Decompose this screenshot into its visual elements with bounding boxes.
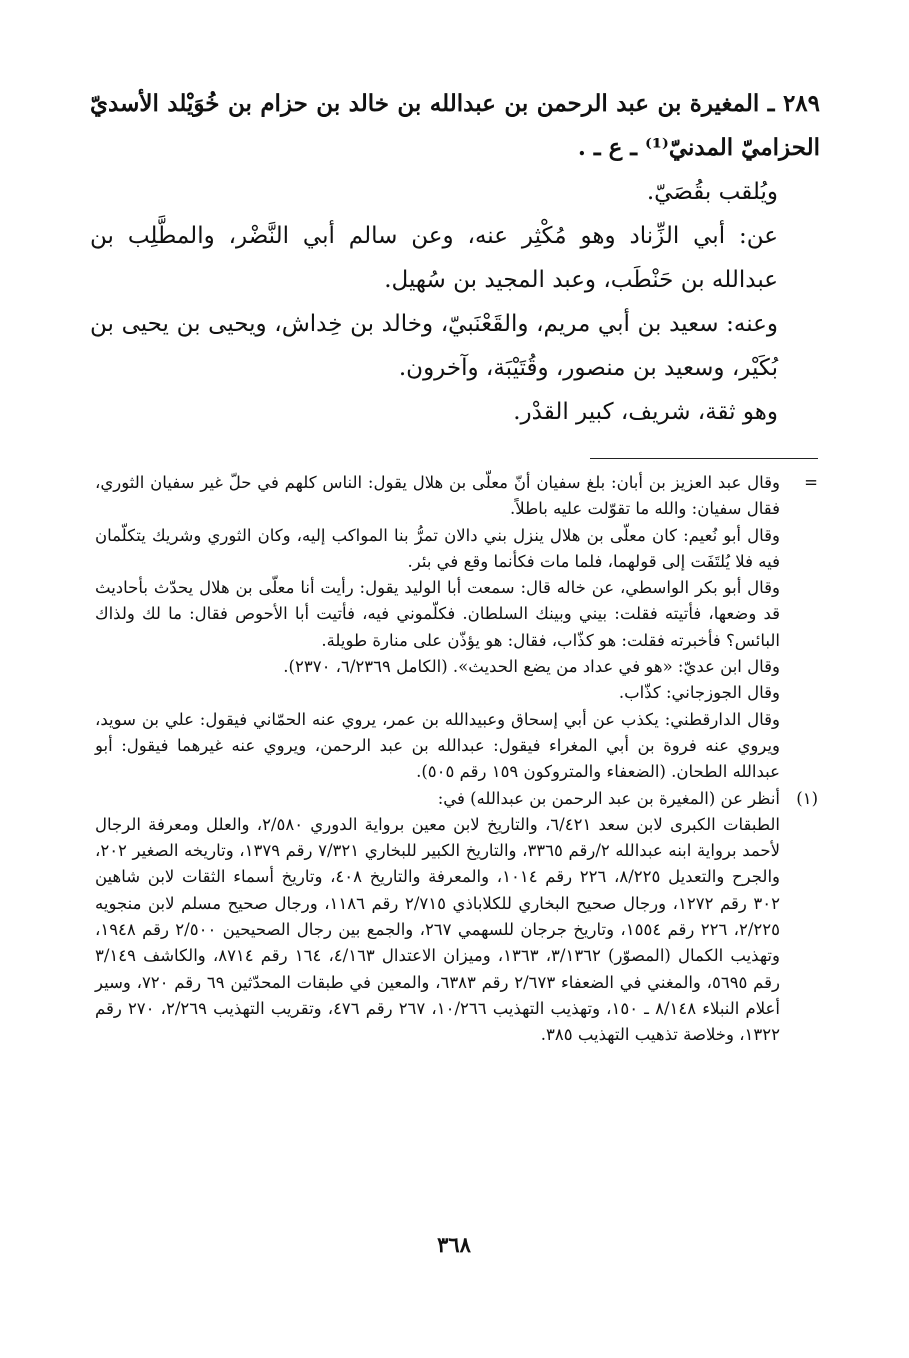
entry-grade: وهو ثقة، شريف، كبير القدْر. bbox=[513, 399, 778, 425]
footnote-paragraph: وقال ابن عديّ: «هو في عداد من يضع الحديث». (الكامل ٦/٢٣٦٩، ٢٣٧٠). bbox=[283, 657, 780, 677]
footnote-paragraph: وقال الدارقطني: يكذب عن أبي إسحاق وعبيدالله بن عمر، يروي عنه الحمّاني فيقول: علي بن سويد، ويروي عنه فروة بن أبي المغراء فيقول: عبدالله بن عبد الرحمن، ويروي عنه غيرهما فيقول: أبو عبدالله الطحان. (الضعفاء والمتروكون ١٥٩ رقم ٥٠٥). bbox=[95, 709, 780, 782]
entry-teachers: عن: أبي الزِّناد وهو مُكْثِر عنه، وعن سالم أبي النَّضْر، والمطَّلِب بن عبدالله بن حَنْطَب، وعبد المجيد بن سُهيل. bbox=[90, 223, 778, 293]
footnote-1-sources: الطبقات الكبرى لابن سعد ٦/٤٢١، والتاريخ لابن معين برواية الدوري ٢/٥٨٠، والعلل ومعرفة الرجال لأحمد برواية ابنه عبدالله ٢/رقم ٣٣٦٥، والتاريخ الكبير للبخاري ٧/٣٢١ رقم ١٣٧٩، وتاريخه الصغير ٢٠٢، والجرح والتعديل ٨/٢٢٥، ٢٢٦ رقم ١٠١٤، والمعرفة والتاريخ ٤٠٨، وتاريخ أسماء الثقات لابن شاهين ٣٠٢ رقم ١٢٧٢، ورجال صحيح البخاري للكلاباذي ٢/٧١٥ رقم ١١٨٦، ورجال صحيح مسلم لابن منجويه ٢/٢٢٥، ٢٢٦ رقم ١٥٥٤، وتاريخ جرجان للسهمي ٢٦٧، والجمع بين رجال الصحيحين ٢/٥٠٠ رقم ١٩٤٨، وتهذيب الكمال (المصوّر) ٣/١٣٦٢، ١٣٦٣، وميزان الاعتدال ٤/١٦٣، ١٦٤ رقم ٨٧١٤، والكاشف ٣/١٤٩ رقم ٥٦٩٥، والمغني في الضعفاء ٢/٦٧٣ رقم ٦٣٨٣، والمعين في طبقات المحدّثين ٦٩ رقم ٧٢٠، وسير أعلام النبلاء ٨/١٤٨ ـ ١٥٠، وتهذيب التهذيب ١٠/٢٦٦، ٢٦٧ رقم ٤٧٦، وتقريب التهذيب ٢/٢٦٩، ٢٧٠ رقم ١٣٢٢، وخلاصة تذهيب التهذيب ٣٨٥. bbox=[95, 814, 781, 1045]
footnote-1-marker: (١) bbox=[796, 788, 818, 808]
footnotes bbox=[95, 470, 818, 1049]
entry-heading: ٢٨٩ ـ المغيرة بن عبد الرحمن بن عبدالله بن خالد بن حزام بن خُوَيْلد الأسديّ الحزاميّ المدنيّ⁽¹⁾ ـ ع ـ . bbox=[90, 90, 820, 161]
footnote-1 bbox=[95, 786, 818, 1049]
biography-entry bbox=[90, 82, 820, 434]
continuation-marker: = bbox=[804, 473, 818, 492]
footnote-paragraph: وقال الجوزجاني: كذّاب. bbox=[618, 683, 780, 703]
entry-students: وعنه: سعيد بن أبي مريم، والقَعْنَبيّ، وخالد بن خِداش، ويحيى بن يحيى بن بُكَيْر، وسعيد بن منصور، وقُتَيْبَة، وآخرون. bbox=[90, 311, 778, 381]
footnote-paragraph: وقال أبو نُعيم: كان معلّى بن هلال ينزل بني دالان تمرُّ بنا المواكب إليه، وكان الثوري وشريك يتكلّمان فيه فلا يُلتَفَت إلى قولهما، فلما مات فكأنما وقع في بئر. bbox=[95, 525, 780, 571]
entry-laqab: ويُلقب بقُصَيّ. bbox=[646, 179, 778, 205]
footnote-separator bbox=[590, 458, 818, 459]
footnote-paragraph: وقال عبد العزيز بن أبان: بلغ سفيان أنّ معلّى بن هلال يقول: الناس كلهم في حلّ غير سفيان الثوري، فقال سفيان: والله ما تقوّلت عليه باطلاً. bbox=[95, 473, 780, 519]
page-number: ٣٦٨ bbox=[437, 1232, 471, 1257]
footnote-continuation bbox=[95, 470, 818, 786]
footnote-paragraph: وقال أبو بكر الواسطي، عن خاله قال: سمعت أبا الوليد يقول: رأيت أنا معلّى بن هلال يحدّث بأحاديث قد وضعها، فأتيته فقلت: بيني وبينك السلطان. فكلّموني فيه، فأتيت أبا الأحوص فقال: ما لك ولذاك البائس؟ فأخبرته فقلت: هو كذّاب، فقال: هو يؤذّن على منارة طويلة. bbox=[95, 578, 780, 650]
footnote-1-intro: أنظر عن (المغيرة بن عبد الرحمن بن عبدالله) في: bbox=[437, 788, 780, 808]
